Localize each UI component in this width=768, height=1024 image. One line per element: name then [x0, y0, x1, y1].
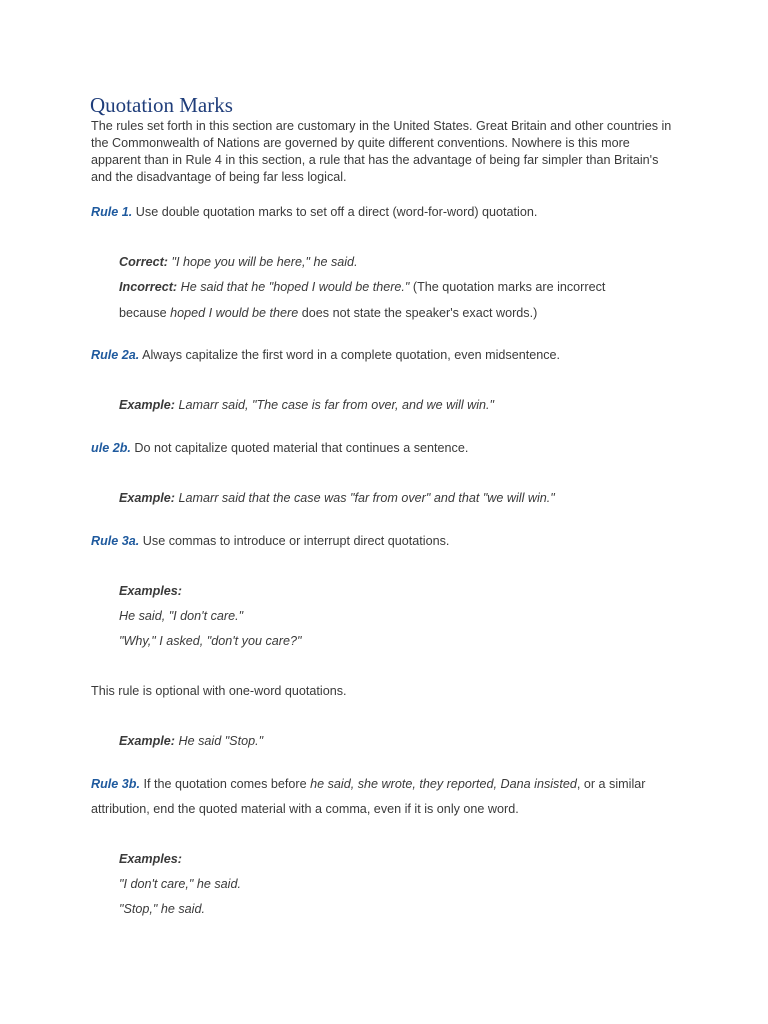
rule-3a-example-1: He said, "I don't care.": [119, 609, 244, 623]
rule-1-text: Use double quotation marks to set off a direct (word-for-word) quotation.: [132, 205, 538, 219]
rule-1-correct: [119, 254, 358, 271]
rule-2a: [91, 347, 560, 364]
correct-text: "I hope you will be here," he said.: [168, 255, 358, 269]
intro-paragraph: The rules set forth in this section are customary in the United States. Great Britain and other countries in the Commonwealth of Nations are governed by quite different conventions. Nowhere is this more apparent than in Rule 4 in this section, a rule that has the advantage of being far simpler than Britain's and the disadvantage of being far less logical.: [91, 119, 672, 184]
correct-label: Correct:: [119, 255, 168, 269]
rule-1-label: Rule 1.: [91, 205, 133, 219]
rule-3a-text: Use commas to introduce or interrupt direct quotations.: [139, 534, 450, 548]
rule-3b: [91, 776, 645, 793]
example-label: Example:: [119, 491, 175, 505]
rule-3b-text-2: , or a similar: [576, 777, 646, 791]
rule-1-because: [119, 305, 537, 322]
because-text: because: [119, 306, 171, 320]
rule-2a-example: [119, 397, 494, 414]
rule-3a-examples-label: [119, 583, 182, 600]
page-title: Quotation Marks: [90, 93, 233, 117]
incorrect-label: Incorrect:: [119, 280, 178, 294]
examples-label: Examples:: [119, 584, 182, 598]
rule-3a: [91, 533, 449, 550]
because-italic: hoped I would be there: [170, 306, 299, 320]
rule-3a-example: [119, 733, 263, 750]
examples-label: Examples:: [119, 852, 182, 866]
rule-3b-text-1: If the quotation comes before: [140, 777, 311, 791]
rule-3b-example-1: "I don't care," he said.: [119, 877, 241, 891]
rule-3b-example-2: "Stop," he said.: [119, 902, 205, 916]
rule-3a-optional: This rule is optional with one-word quotations.: [91, 684, 347, 698]
rule-3b-label: Rule 3b.: [91, 777, 140, 791]
example-label: Example:: [119, 734, 175, 748]
because-rest: does not state the speaker's exact words.): [298, 306, 538, 320]
rule-1: [91, 204, 537, 221]
rule-3a-example-2: "Why," I asked, "don't you care?": [119, 634, 302, 648]
example-text: Lamarr said that the case was "far from over" and that "we will win.": [175, 491, 555, 505]
rule-2b-example: [119, 490, 555, 507]
example-text: Lamarr said, "The case is far from over, and we will win.": [175, 398, 495, 412]
rule-2b-label: ule 2b.: [91, 441, 131, 455]
rule-1-incorrect: [119, 279, 605, 296]
rule-3b-italic: he said, she wrote, they reported, Dana insisted: [310, 777, 577, 791]
rule-3a-label: Rule 3a.: [91, 534, 140, 548]
example-label: Example:: [119, 398, 175, 412]
incorrect-text: He said that he "hoped I would be there.": [177, 280, 410, 294]
rule-2a-label: Rule 2a.: [91, 348, 140, 362]
example-text: He said "Stop.": [175, 734, 264, 748]
rule-3b-continued: attribution, end the quoted material with a comma, even if it is only one word.: [91, 802, 519, 816]
rule-2a-text: Always capitalize the first word in a complete quotation, even midsentence.: [139, 348, 561, 362]
rule-3b-examples-label: [119, 851, 182, 868]
rule-2b-text: Do not capitalize quoted material that continues a sentence.: [130, 441, 469, 455]
incorrect-note: (The quotation marks are incorrect: [409, 280, 606, 294]
rule-2b: [91, 440, 468, 457]
